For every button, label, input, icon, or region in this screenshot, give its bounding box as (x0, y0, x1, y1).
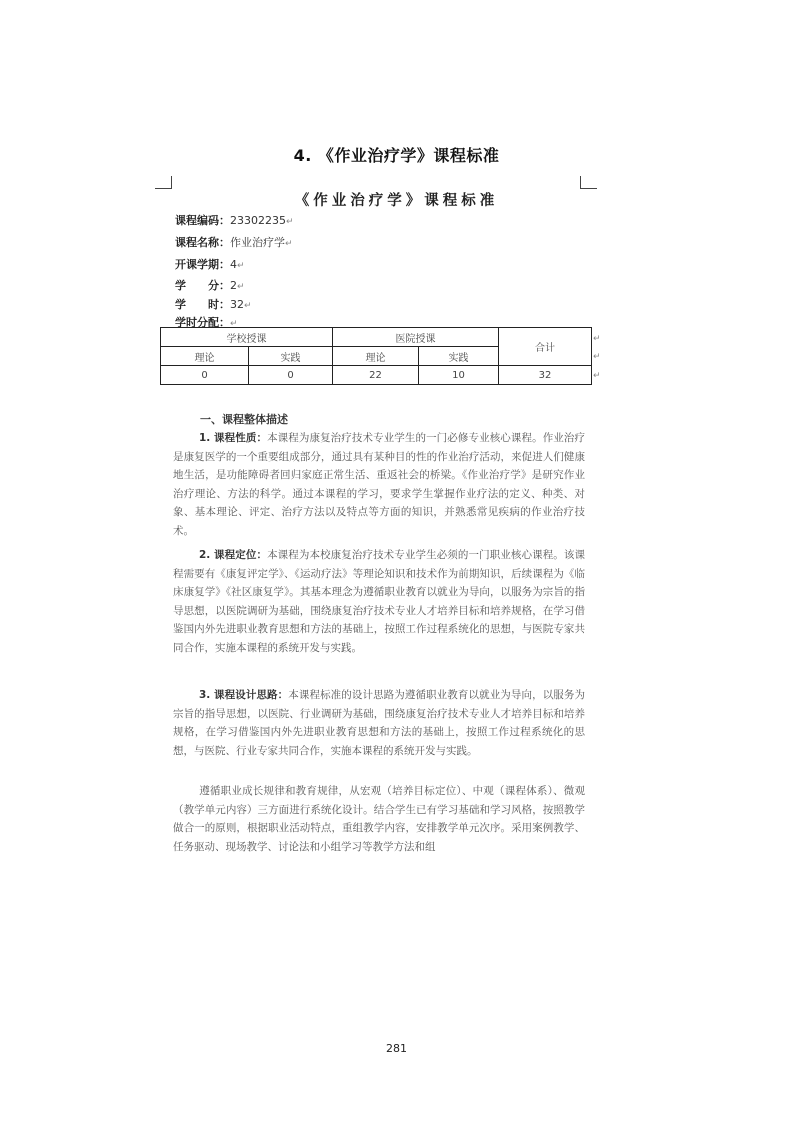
page-number: 281 (386, 1042, 407, 1055)
meta-hours: 学 时：32↵ (175, 298, 252, 311)
document-heading: 4. 《作业治疗学》课程标准 (293, 146, 500, 165)
paragraph-design-idea (173, 686, 585, 760)
paragraph-text: 本课程标准的设计思路为遵循职业教育以就业为导向，以服务为宗旨的指导思想，以医院、行业调研为基础，围绕康复治疗技术专业人才培养目标和培养规格，在学习借鉴国内外先进职业教育思想和方法的基础上，按照工作过程系统化的思想，与医院、行业专家共同合作，实施本课程的系统开发与实践。 (173, 689, 586, 757)
row-end-mark: ↵ (593, 371, 601, 381)
section-title: 一、课程整体描述 (200, 413, 288, 426)
paragraph-course-position (173, 546, 585, 657)
paragraph-text: 本课程为康复治疗技术专业学生的一门必修专业核心课程。作业治疗是康复医学的一个重要组成部分，通过具有某种目的性的作业治疗活动，来促进人们健康地生活，是功能障碍者回归家庭正常生活、重返社会的桥梁。《作业治疗学》是研究作业治疗理论、方法的科学。通过本课程的学习，要求学生掌握作业疗法的定义、种类、对象、基本理论、评定、治疗方法以及特点等方面的知识，并熟悉常见疾病的作业治疗技术。 (173, 432, 585, 537)
hours-table-wrapper (160, 327, 591, 385)
meta-course-name: 课程名称：作业治疗学↵ (175, 236, 293, 249)
doc-title: 《作业治疗学》课程标准 (294, 193, 499, 209)
meta-value: 23302235 (230, 214, 286, 227)
paragraph-lead: 3. 课程设计思路： (199, 689, 289, 701)
paragraph-text: 本课程为本校康复治疗技术专业学生必须的一门职业核心课程。该课程需要有《康复评定学》、《运动疗法》等理论知识和技术作为前期知识，后续课程为《临床康复学》《社区康复学》。其基本理念为遵循职业教育以就业为导向，以服务为宗旨的指导思想，以医院调研为基础，围绕康复治疗技术专业人才培养目标和培养规格，在学习借鉴国内外先进职业教育思想和方法的基础上，按照工作过程系统化的思想，与医院专家共同合作，实施本课程的系统开发与实践。 (173, 549, 585, 654)
table-cell: 0 (161, 366, 249, 385)
meta-label: 课程编码： (175, 214, 230, 227)
meta-label: 学 分： (175, 279, 230, 292)
header-school: 学校授课 (161, 328, 333, 347)
table-cell: 32 (499, 366, 592, 385)
sub-header: 实践 (419, 347, 499, 366)
paragraph-lead: 1. 课程性质： (199, 432, 268, 444)
meta-label: 开课学期： (175, 258, 230, 271)
table-cell: 22 (333, 366, 419, 385)
meta-label: 课程名称： (175, 236, 230, 249)
meta-label: 学 时： (175, 298, 230, 311)
table-cell: 10 (419, 366, 499, 385)
paragraph-lead: 2. 课程定位： (199, 549, 268, 561)
meta-value: 2 (230, 279, 237, 292)
sub-header: 实践 (249, 347, 333, 366)
meta-credit: 学 分：2↵ (175, 279, 245, 292)
meta-label: 学时分配： (175, 316, 230, 329)
meta-course-code: 课程编码：23302235↵ (175, 214, 294, 227)
header-total: 合计 (499, 328, 592, 366)
meta-value: 4 (230, 258, 237, 271)
paragraph-design-detail (173, 782, 585, 856)
table-cell: 0 (249, 366, 333, 385)
meta-semester: 开课学期：4↵ (175, 258, 245, 271)
meta-value: 32 (230, 298, 244, 311)
sub-header: 理论 (161, 347, 249, 366)
paragraph-course-nature (173, 429, 585, 540)
header-hospital: 医院授课 (333, 328, 499, 347)
meta-hour-distribution: 学时分配：↵ (175, 316, 238, 329)
row-end-mark: ↵ (593, 334, 601, 344)
paragraph-text: 遵循职业成长规律和教育规律，从宏观（培养目标定位）、中观（课程体系）、微观（教学单元内容）三方面进行系统化设计。结合学生已有学习基础和学习风格，按照教学做合一的原则，根据职业活动特点，重组教学内容，安排教学单元次序。采用案例教学、任务驱动、现场教学、讨论法和小组学习等教学方法和组 (173, 785, 585, 853)
hours-table (160, 327, 592, 385)
meta-value: 作业治疗学 (230, 236, 285, 249)
sub-header: 理论 (333, 347, 419, 366)
row-end-mark: ↵ (593, 352, 601, 362)
table-row (161, 366, 592, 385)
table-row (161, 328, 592, 347)
